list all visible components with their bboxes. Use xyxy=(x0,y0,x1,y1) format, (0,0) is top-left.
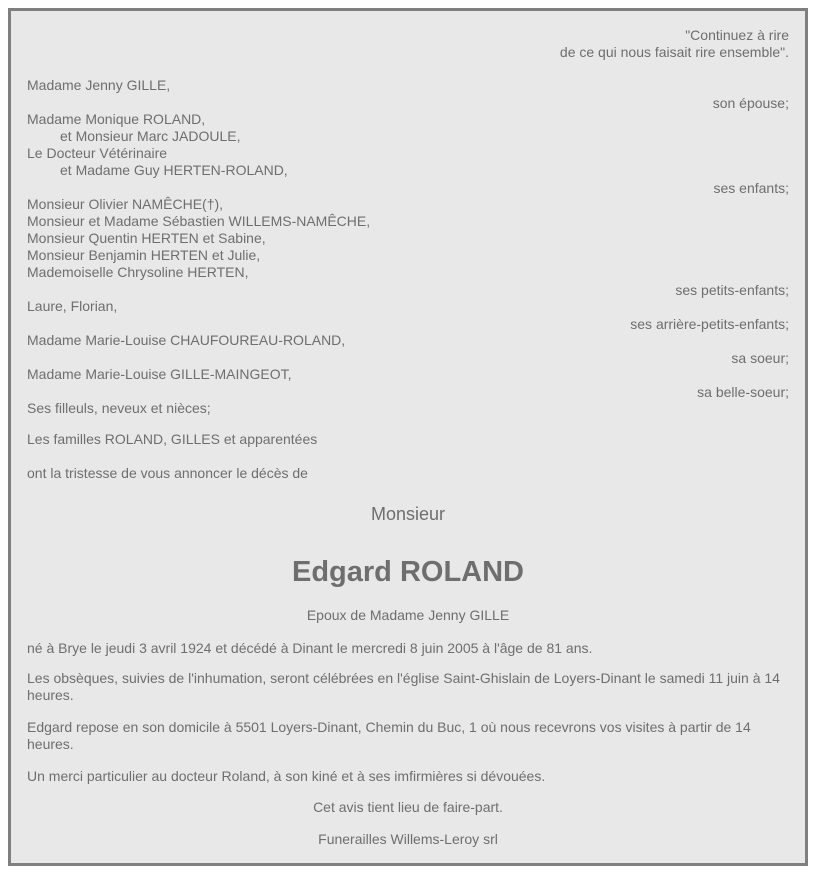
child-1: Madame Monique ROLAND, xyxy=(27,111,206,127)
child-2: et Madame Guy HERTEN-ROLAND, xyxy=(60,162,288,178)
sister: Madame Marie-Louise CHAUFOUREAU-ROLAND, xyxy=(27,332,346,348)
sister-in-law-role: sa belle-soeur; xyxy=(697,384,789,400)
grandchild: Monsieur et Madame Sébastien WILLEMS-NAMÊCHE, xyxy=(27,213,371,229)
wife-role: son épouse; xyxy=(712,95,789,111)
wife-name: Madame Jenny GILLE, xyxy=(27,77,171,93)
child-2-title: Le Docteur Vétérinaire xyxy=(27,145,168,161)
visits-paragraph: Edgard repose en son domicile à 5501 Loyers-Dinant, Chemin du Buc, 1 où nous recevrons vos visites à partir de 14 heures. xyxy=(27,719,751,752)
sister-role: sa soeur; xyxy=(731,350,789,366)
deceased-title: Monsieur xyxy=(370,504,446,524)
families: Les familles ROLAND, GILLES et apparentées xyxy=(27,431,318,447)
thanks-line: Un merci particulier au docteur Roland, à son kiné et à ses imfirmières si dévouées. xyxy=(27,768,546,784)
grandchild: Monsieur Quentin HERTEN et Sabine, xyxy=(27,230,266,246)
grandchild: Monsieur Olivier NAMÊCHE(†), xyxy=(27,196,224,212)
announcement: ont la tristesse de vous annoncer le décès de xyxy=(27,465,308,481)
obituary-notice xyxy=(8,8,808,866)
great-grandchildren-role: ses arrière-petits-enfants; xyxy=(630,316,789,332)
sister-in-law: Madame Marie-Louise GILLE-MAINGEOT, xyxy=(27,366,292,382)
grandchild: Monsieur Benjamin HERTEN et Julie, xyxy=(27,247,261,263)
quote-line-2: de ce qui nous faisait rire ensemble". xyxy=(559,44,789,60)
grandchildren-role: ses petits-enfants; xyxy=(675,282,789,298)
spouse-line: Epoux de Madame Jenny GILLE xyxy=(306,607,510,623)
godchildren: Ses filleuls, neveux et nièces; xyxy=(27,400,211,416)
funeral-paragraph: Les obsèques, suivies de l'inhumation, seront célébrées en l'église Saint-Ghislain de Loyers-Dinant le samedi 11 juin à 14 heures. xyxy=(27,670,780,703)
funeral-home: Funerailles Willems-Leroy srl xyxy=(318,831,498,847)
notice-line: Cet avis tient lieu de faire-part. xyxy=(313,799,503,815)
child-1-partner: et Monsieur Marc JADOULE, xyxy=(60,128,241,144)
grandchild: Mademoiselle Chrysoline HERTEN, xyxy=(27,264,249,280)
deceased-name: Edgard ROLAND xyxy=(292,556,524,588)
birth-death-line: né à Brye le jeudi 3 avril 1924 et décédé à Dinant le mercredi 8 juin 2005 à l'âge de 81 ans. xyxy=(27,640,593,656)
children-role: ses enfants; xyxy=(713,180,789,196)
great-grandchildren: Laure, Florian, xyxy=(27,298,118,314)
quote-line-1: "Continuez à rire xyxy=(685,27,789,43)
